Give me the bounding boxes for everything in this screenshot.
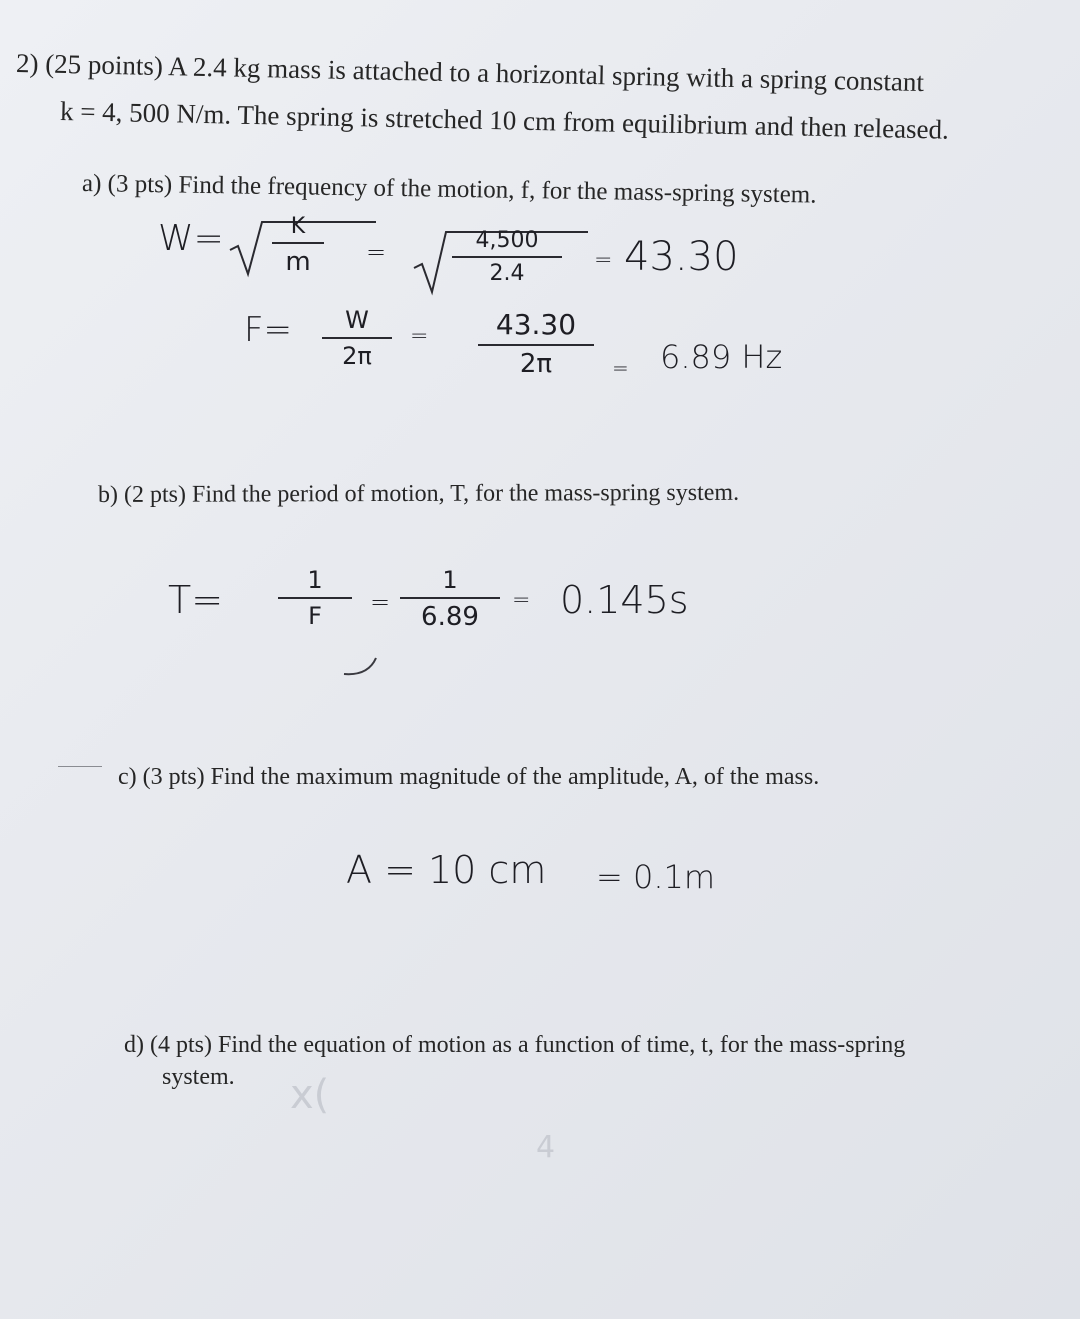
fraction-w-over-2pi (322, 306, 392, 370)
problem-number: 2) (15, 48, 39, 79)
omega-symbol: W= (158, 218, 224, 259)
problem-statement-line2: k = 4, 500 N/m. The spring is stretched 10 cm from equilibrium and then released. (59, 96, 950, 145)
F-symbol: F (308, 602, 322, 630)
problem-statement-line1: A 2.4 kg mass is attached to a horizontal spring with a spring constant (167, 51, 925, 98)
part-a-text: Find the frequency of the motion, f, for the mass-spring system. (178, 171, 817, 209)
numerator-43-30: 43.30 (495, 308, 577, 341)
m-symbol: m (285, 247, 311, 277)
denominator-2-4: 2.4 (489, 261, 525, 286)
amplitude-result: = 0.1m (596, 858, 716, 896)
fraction-1-over-F (278, 566, 352, 630)
equals-1: = (366, 238, 387, 266)
denominator-6-89: 6.89 (421, 602, 479, 632)
part-a-label: a) (81, 170, 102, 198)
part-d-question (124, 1032, 905, 1059)
show-through-scribble-2: 4 (536, 1130, 556, 1165)
part-d-label: d) (124, 1032, 144, 1058)
two-pi-symbol: 2π (342, 342, 372, 370)
one-symbol: 1 (307, 566, 323, 594)
part-b-text: Find the period of motion, T, for the mass-spring system. (191, 479, 740, 508)
equals-3: = (410, 324, 429, 349)
f-symbol: F= (244, 310, 293, 350)
part-b-label: b) (97, 481, 119, 508)
fraction-k-over-m (272, 214, 324, 277)
problem-header (16, 48, 925, 98)
part-b-question (98, 480, 739, 509)
fraction-values (452, 228, 562, 286)
fraction-1-over-689 (400, 566, 500, 632)
frequency-result: 6.89 Hz (660, 338, 783, 376)
margin-mark (58, 766, 102, 767)
part-a-points: (3 pts) (107, 170, 173, 199)
omega-result: 43.30 (624, 234, 739, 280)
equals-b2: = (512, 588, 531, 613)
problem-points: (25 points) (44, 48, 164, 82)
show-through-scribble-1: x( (290, 1072, 330, 1118)
part-d-points: (4 pts) (150, 1032, 212, 1058)
equals-2: = (594, 248, 613, 273)
equals-4: = (612, 356, 629, 380)
pencil-stroke (340, 652, 390, 682)
part-c-points: (3 pts) (142, 764, 205, 790)
numerator-4500: 4,500 (475, 228, 539, 253)
one-symbol-2: 1 (442, 566, 458, 594)
part-d-text-line1: Find the equation of motion as a function of time, t, for the mass-spring (218, 1032, 906, 1058)
period-result: 0.145s (560, 578, 689, 622)
T-symbol: T= (168, 578, 224, 622)
equals-b1: = (370, 588, 391, 616)
k-symbol: K (290, 214, 306, 239)
w-symbol: W (345, 306, 369, 334)
part-a-question (82, 170, 817, 210)
denominator-2pi: 2π (519, 349, 553, 379)
part-d-text-line2: system. (162, 1064, 235, 1090)
part-b-points: (2 pts) (123, 481, 187, 508)
fraction-43-over-2pi (478, 308, 594, 379)
amplitude-equation: A = 10 cm (346, 848, 547, 892)
part-c-question (118, 764, 819, 791)
part-c-text: Find the maximum magnitude of the amplitude, A, of the mass. (210, 764, 820, 790)
part-c-label: c) (118, 764, 137, 790)
